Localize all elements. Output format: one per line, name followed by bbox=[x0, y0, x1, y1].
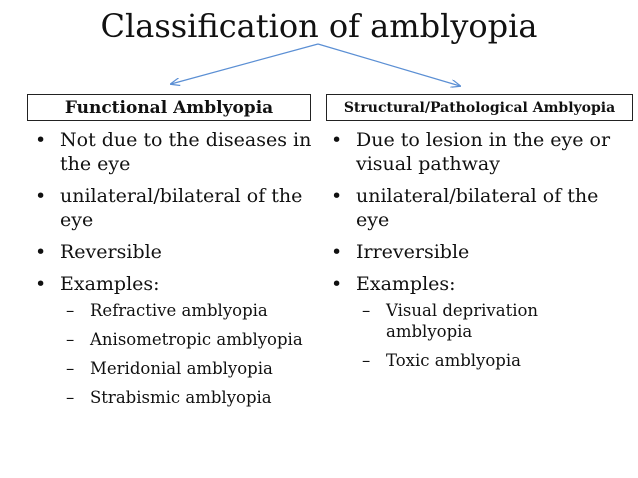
sub-list-item: – Toxic amblyopia bbox=[362, 351, 521, 370]
list-item: • Irreversible bbox=[331, 241, 470, 263]
sub-list-item: – Anisometropic amblyopia bbox=[66, 330, 303, 349]
sub-list-item: – Refractive amblyopia bbox=[66, 301, 268, 320]
list-item: • Examples: – Visual deprivation amblyopia – Toxic amblyopia bbox=[326, 272, 626, 371]
sub-list-item: – Meridonial amblyopia bbox=[66, 359, 273, 378]
functional-column bbox=[30, 128, 320, 416]
arrow-left bbox=[171, 44, 318, 84]
structural-heading-box: Structural/Pathological Amblyopia bbox=[326, 94, 633, 121]
list-item: • Not due to the diseases in the eye bbox=[35, 129, 312, 175]
arrow-right bbox=[318, 44, 460, 86]
sub-list-item: – Visual deprivation amblyopia bbox=[362, 301, 539, 341]
sub-list-item: – Strabismic amblyopia bbox=[66, 388, 272, 407]
slide-title: Classification of amblyopia bbox=[100, 7, 538, 45]
list-item: • unilateral/bilateral of the eye bbox=[35, 185, 303, 231]
list-item: • Examples: – Refractive amblyopia – Anisometropic amblyopia – Meridonial amblyopia – Strabismic amblyopia bbox=[30, 272, 320, 408]
functional-heading-box: Functional Amblyopia bbox=[27, 94, 311, 121]
list-item: • Due to lesion in the eye or visual pathway bbox=[331, 129, 611, 175]
list-item: • unilateral/bilateral of the eye bbox=[331, 185, 599, 231]
structural-column bbox=[326, 128, 626, 379]
list-item: • Reversible bbox=[35, 241, 162, 263]
